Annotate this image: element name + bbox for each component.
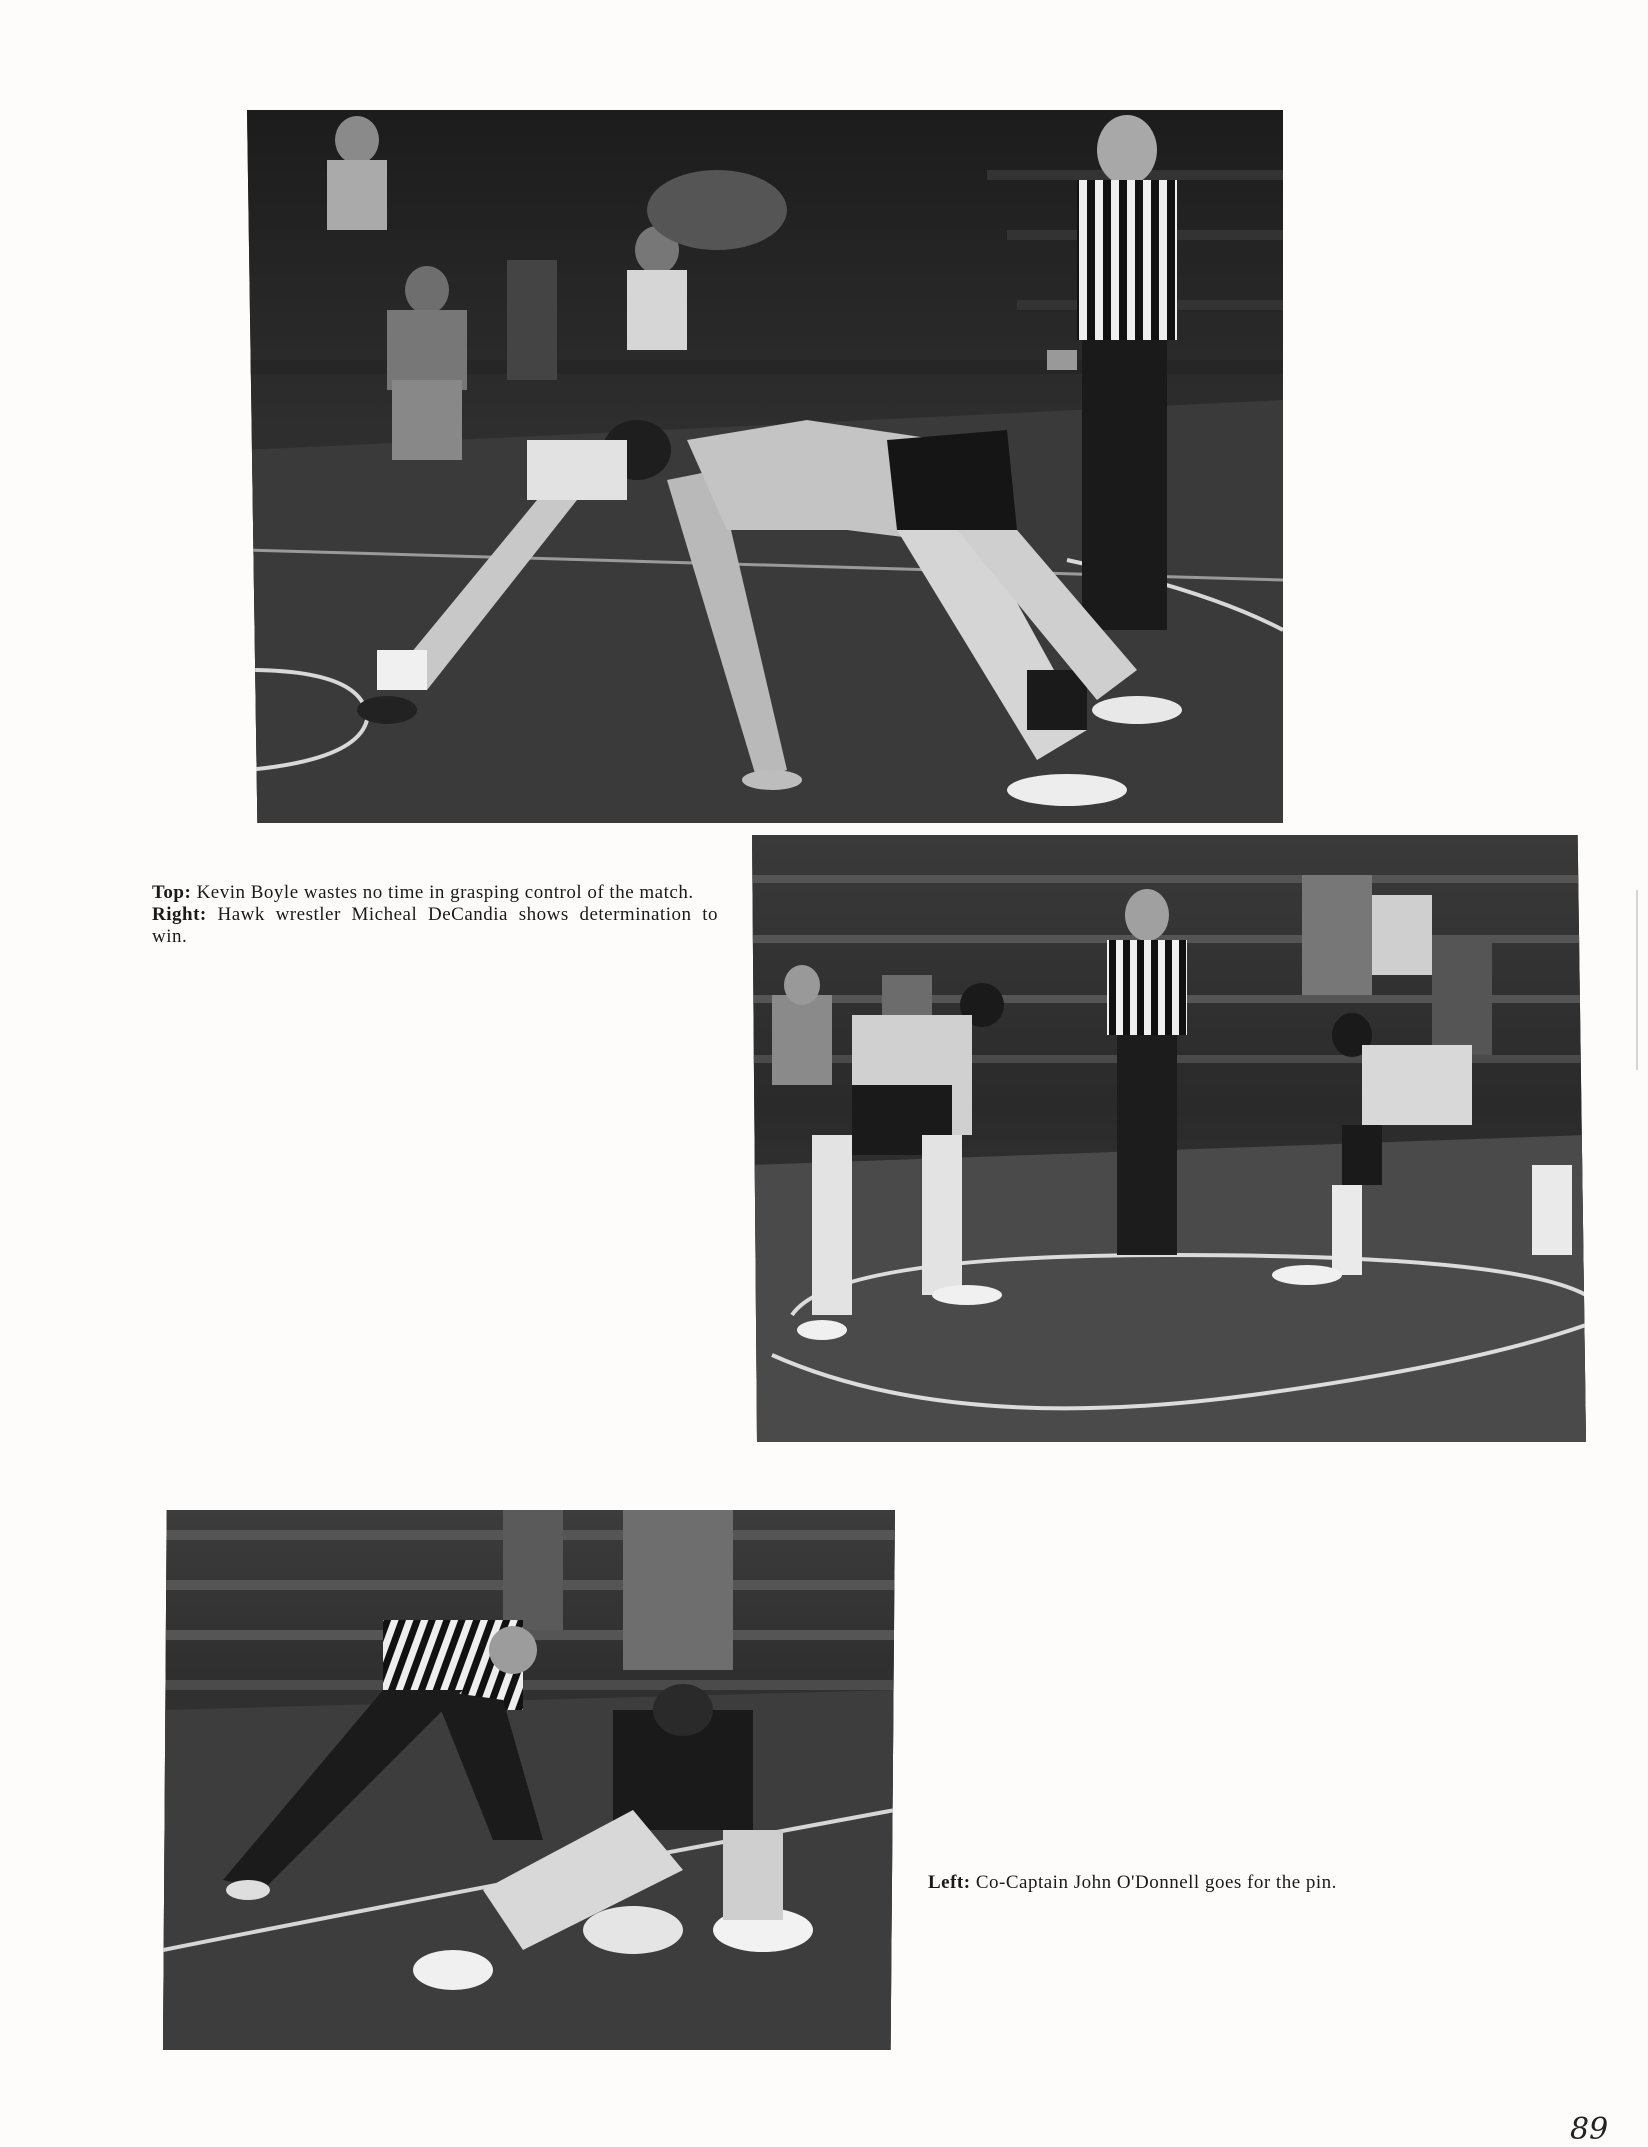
photo-right-wrestling-match xyxy=(752,835,1586,1442)
caption-right-label: Right: xyxy=(152,904,207,925)
caption-top-label: Top: xyxy=(152,882,192,903)
caption-top xyxy=(152,882,718,904)
photo-top-wrestling-match xyxy=(247,110,1283,823)
wrestling-photo-image xyxy=(163,1510,895,2050)
caption-left-label: Left: xyxy=(928,1872,971,1893)
caption-right-text: Hawk wrestler Micheal DeCandia shows determination to win. xyxy=(152,904,718,947)
photo-left-wrestling-pin xyxy=(163,1510,895,2050)
caption-top-and-right xyxy=(152,882,718,948)
page-edge-shadow xyxy=(1636,890,1638,1070)
wrestling-photo-image xyxy=(247,110,1283,823)
caption-left xyxy=(928,1872,1468,1894)
caption-right xyxy=(152,904,718,948)
wrestling-photo-image xyxy=(752,835,1586,1442)
caption-top-text: Kevin Boyle wastes no time in grasping control of the match. xyxy=(191,882,694,903)
caption-left-text: Co-Captain John O'Donnell goes for the pin. xyxy=(970,1872,1337,1893)
page-number: 89 xyxy=(1570,2112,1609,2147)
